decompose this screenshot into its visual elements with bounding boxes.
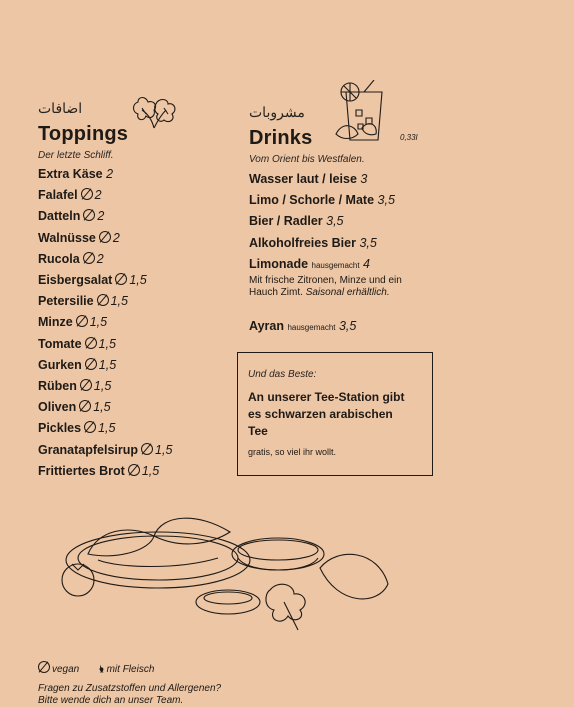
ayran-name: Ayran bbox=[249, 319, 284, 333]
vegan-icon bbox=[76, 315, 88, 327]
topping-price: 1,5 bbox=[98, 357, 117, 372]
topping-item bbox=[38, 334, 172, 355]
topping-item bbox=[38, 270, 172, 291]
meat-icon: 🖢 bbox=[98, 664, 104, 675]
topping-name: Eisbergsalat bbox=[38, 273, 113, 288]
topping-price: 1,5 bbox=[98, 336, 116, 351]
topping-name: Rüben bbox=[38, 379, 77, 394]
ayran-item bbox=[249, 316, 356, 338]
vegan-icon bbox=[85, 358, 97, 370]
vegan-icon bbox=[81, 188, 93, 200]
drink-name: Alkoholfreies Bier bbox=[249, 235, 356, 250]
limonade-description: Mit frische Zitronen, Minze und ein Hauch Zimt. bbox=[249, 275, 402, 298]
limonade-name: Limonade bbox=[249, 257, 309, 271]
topping-price: 2 bbox=[112, 230, 120, 245]
allergen-line-1: Fragen zu Zusatzstoffen und Allergenen? bbox=[38, 683, 222, 694]
toppings-arabic-title: اضافات bbox=[38, 100, 83, 116]
topping-name: Walnüsse bbox=[38, 230, 96, 245]
drink-item bbox=[249, 233, 395, 254]
legend-vegan: vegan bbox=[52, 664, 80, 675]
allergen-notice bbox=[38, 683, 221, 707]
topping-price: 1,5 bbox=[155, 442, 173, 457]
topping-price: 2 bbox=[96, 251, 104, 266]
topping-item bbox=[38, 461, 172, 482]
drink-item bbox=[249, 190, 395, 211]
topping-name: Frittiertes Brot bbox=[38, 463, 125, 478]
topping-name: Extra Käse bbox=[38, 167, 103, 181]
ayran-note: hausgemacht bbox=[287, 323, 336, 332]
drink-name: Bier / Radler bbox=[249, 214, 323, 229]
vegan-icon bbox=[141, 443, 153, 455]
drink-name: Limo / Schorle / Mate bbox=[249, 193, 375, 208]
allergen-line-2: Bitte wende dich an unser Team. bbox=[38, 695, 184, 706]
drinks-list bbox=[249, 169, 395, 254]
topping-name: Gurken bbox=[38, 357, 82, 372]
limonade-seasonal: Saisonal erhältlich. bbox=[305, 287, 390, 298]
drink-item bbox=[249, 211, 395, 232]
herb-illustration-icon bbox=[128, 94, 180, 132]
vegan-icon bbox=[83, 252, 95, 264]
topping-item bbox=[38, 185, 172, 206]
drink-price: 3 bbox=[360, 172, 368, 186]
drink-price: 3,5 bbox=[359, 235, 377, 250]
topping-price: 2 bbox=[97, 209, 105, 224]
topping-item bbox=[38, 291, 172, 312]
topping-price: 1,5 bbox=[89, 315, 108, 330]
toppings-list bbox=[38, 164, 172, 482]
drink-name: Wasser laut / leise bbox=[249, 172, 357, 186]
topping-item bbox=[38, 355, 172, 376]
topping-price: 1,5 bbox=[93, 379, 112, 394]
topping-item bbox=[38, 206, 172, 227]
topping-price: 2 bbox=[106, 167, 114, 181]
vegan-icon bbox=[97, 294, 109, 306]
vegan-icon bbox=[83, 209, 95, 221]
topping-price: 1,5 bbox=[110, 294, 128, 309]
topping-item bbox=[38, 418, 172, 439]
food-illustration-icon bbox=[58, 510, 398, 638]
topping-price: 1,5 bbox=[93, 400, 111, 415]
drink-price: 3,5 bbox=[326, 214, 344, 229]
topping-price: 1,5 bbox=[129, 273, 147, 288]
topping-item bbox=[38, 249, 172, 270]
topping-price: 1,5 bbox=[98, 421, 116, 436]
tea-station-box bbox=[237, 352, 433, 476]
vegan-icon bbox=[128, 464, 140, 476]
tea-box-intro: Und das Beste: bbox=[248, 369, 317, 380]
topping-name: Oliven bbox=[38, 400, 77, 415]
limonade-item bbox=[249, 255, 409, 299]
topping-name: Datteln bbox=[38, 209, 81, 224]
topping-name: Granatapfelsirup bbox=[38, 442, 139, 457]
topping-name: Falafel bbox=[38, 188, 78, 203]
vegan-icon bbox=[84, 421, 96, 433]
topping-item bbox=[38, 164, 172, 185]
topping-price: 1,5 bbox=[141, 463, 160, 478]
drinks-size: 0,33l bbox=[400, 133, 418, 142]
vegan-icon bbox=[115, 273, 127, 285]
vegan-icon bbox=[79, 400, 91, 412]
topping-price: 2 bbox=[94, 188, 102, 203]
legend bbox=[38, 661, 154, 675]
drinks-title: Drinks bbox=[249, 127, 313, 149]
drink-price: 3,5 bbox=[377, 193, 395, 208]
ayran-price: 3,5 bbox=[338, 319, 357, 333]
topping-name: Petersilie bbox=[38, 294, 94, 309]
drinks-subtitle: Vom Orient bis Westfalen. bbox=[249, 154, 365, 165]
topping-name: Pickles bbox=[38, 421, 82, 436]
topping-item bbox=[38, 312, 172, 333]
drinks-arabic-title: مشروبات bbox=[249, 104, 305, 120]
vegan-icon bbox=[38, 661, 50, 673]
legend-meat: mit Fleisch bbox=[106, 664, 155, 675]
lemonade-glass-icon bbox=[332, 80, 392, 146]
topping-item bbox=[38, 397, 172, 418]
toppings-subtitle: Der letzte Schliff. bbox=[38, 150, 114, 161]
topping-item bbox=[38, 440, 172, 461]
topping-name: Minze bbox=[38, 315, 73, 330]
vegan-icon bbox=[99, 231, 111, 243]
limonade-price: 4 bbox=[363, 257, 370, 271]
topping-name: Rucola bbox=[38, 251, 80, 266]
limonade-note: hausgemacht bbox=[311, 261, 360, 270]
tea-box-headline: An unserer Tee-Station gibt es schwarzen arabischen Tee bbox=[248, 390, 405, 438]
topping-name: Tomate bbox=[38, 336, 82, 351]
topping-item bbox=[38, 228, 172, 249]
vegan-icon bbox=[85, 337, 97, 349]
topping-item bbox=[38, 376, 172, 397]
tea-box-note: gratis, so viel ihr wollt. bbox=[248, 447, 337, 457]
vegan-icon bbox=[80, 379, 92, 391]
toppings-title: Toppings bbox=[38, 123, 129, 145]
drink-item bbox=[249, 169, 395, 190]
